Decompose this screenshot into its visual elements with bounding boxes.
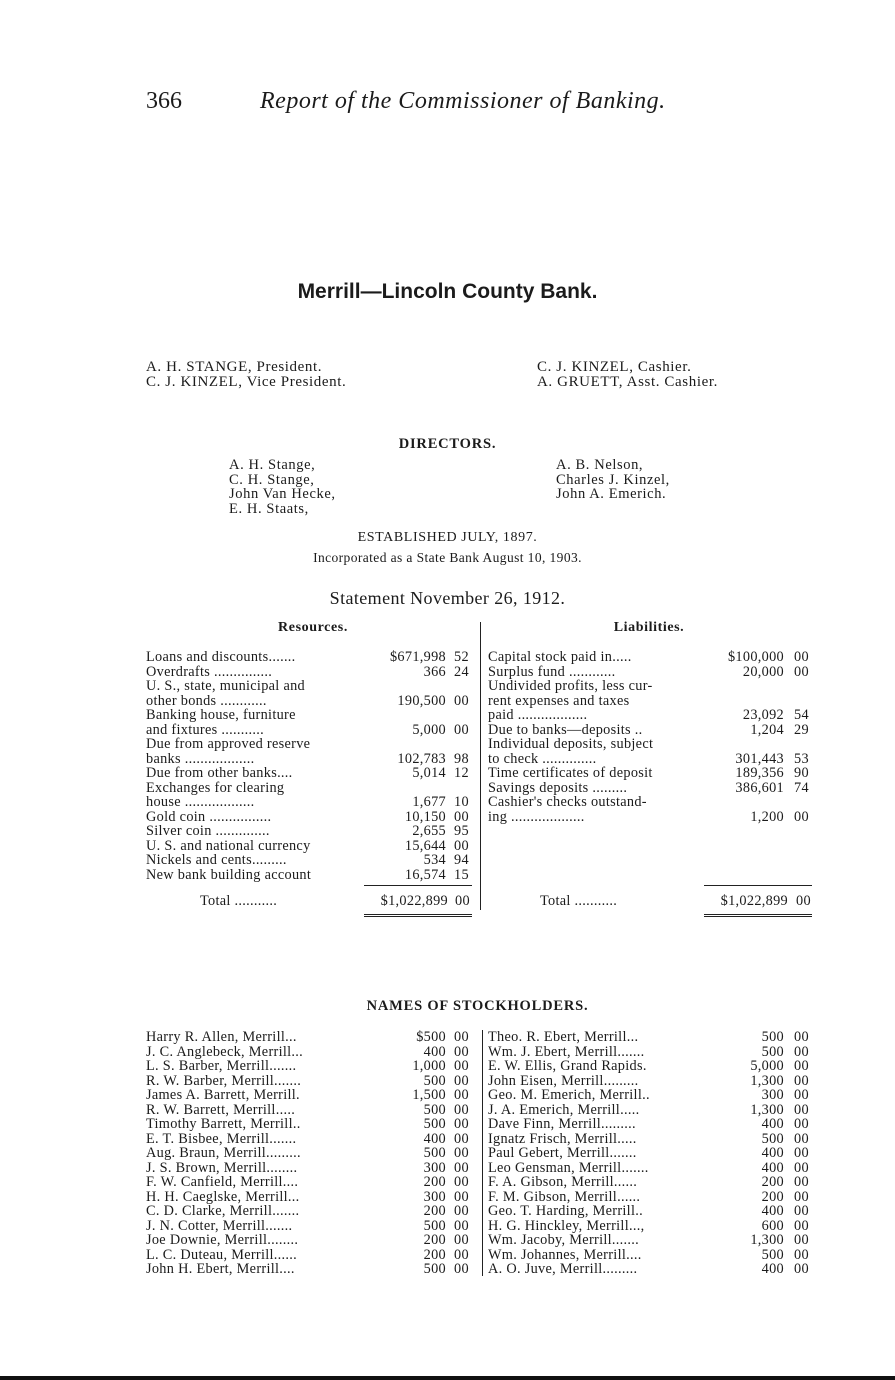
- row-dollars: 5,000: [750, 1058, 784, 1074]
- table-row: [146, 781, 476, 796]
- row-cents: 00: [454, 1174, 469, 1190]
- row-cents: 00: [454, 1145, 469, 1161]
- row-dollars: 1,200: [750, 808, 784, 825]
- table-row: [146, 665, 476, 680]
- row-dollars: 386,601: [735, 779, 784, 796]
- row-label: Individual deposits, subject: [488, 737, 654, 752]
- row-cents: 29: [794, 721, 809, 738]
- row-dollars: 1,300: [750, 1232, 784, 1248]
- row-cents: 00: [454, 1058, 469, 1074]
- row-dollars: 200: [423, 1232, 446, 1248]
- table-row: [488, 795, 814, 810]
- row-dollars: 20,000: [742, 663, 784, 680]
- resources-table: [146, 650, 476, 882]
- row-dollars: 301,443: [735, 750, 784, 767]
- table-row: [488, 752, 814, 767]
- row-dollars: 366: [423, 663, 446, 680]
- row-cents: 00: [794, 1246, 809, 1263]
- row-cents: 00: [454, 1246, 469, 1263]
- double-rule: [364, 914, 472, 917]
- table-row: [488, 781, 814, 796]
- row-dollars: 200: [423, 1174, 446, 1190]
- row-label: Joe Downie, Merrill........: [146, 1233, 299, 1248]
- row-label: Capital stock paid in.....: [488, 650, 632, 665]
- row-label: rent expenses and taxes: [488, 693, 630, 708]
- row-cents: 00: [794, 1058, 809, 1074]
- table-row: [488, 1103, 814, 1118]
- row-cents: 00: [794, 1043, 809, 1060]
- table-row: [488, 1161, 814, 1176]
- row-label: E. W. Ellis, Grand Rapids.: [488, 1059, 647, 1074]
- row-cents: 00: [454, 1043, 469, 1060]
- row-dollars: $500: [416, 1029, 446, 1045]
- row-label: Nickels and cents.........: [146, 853, 287, 868]
- row-cents: 00: [454, 1087, 469, 1103]
- row-label: R. W. Barrett, Merrill.....: [146, 1102, 296, 1117]
- table-row: [488, 810, 814, 825]
- row-cents: 00: [454, 1072, 469, 1089]
- table-row: [146, 1161, 476, 1176]
- row-dollars: 500: [761, 1130, 784, 1147]
- row-label: U. S. and national currency: [146, 838, 311, 853]
- officers-right: [537, 360, 718, 390]
- row-cents: 54: [794, 707, 809, 723]
- row-label: house ..................: [146, 795, 255, 810]
- row-cents: 15: [454, 866, 469, 883]
- table-row: [146, 1117, 476, 1132]
- bank-title: Merrill—Lincoln County Bank.: [297, 280, 598, 303]
- table-row: [146, 1074, 476, 1089]
- row-cents: 00: [794, 1145, 809, 1161]
- table-row: [488, 708, 814, 723]
- row-dollars: $671,998: [389, 649, 446, 665]
- row-label: Aug. Braun, Merrill.........: [146, 1146, 301, 1161]
- page-bottom-edge: [0, 1376, 895, 1380]
- table-row: [488, 650, 814, 665]
- row-dollars: 300: [761, 1087, 784, 1103]
- row-label: J. C. Anglebeck, Merrill...: [146, 1044, 304, 1059]
- liabilities-total-cents: 00: [796, 893, 811, 909]
- row-label: H. G. Hinckley, Merrill...,: [488, 1218, 645, 1233]
- table-row: [146, 853, 476, 868]
- row-label: J. A. Emerich, Merrill.....: [488, 1102, 640, 1117]
- row-label: Geo. M. Emerich, Merrill..: [488, 1088, 650, 1103]
- row-cents: 00: [454, 1217, 469, 1234]
- table-row: [488, 1059, 814, 1074]
- table-row: [146, 737, 476, 752]
- table-row: [146, 1088, 476, 1103]
- row-label: Silver coin ..............: [146, 824, 270, 839]
- row-dollars: 400: [423, 1043, 446, 1060]
- table-row: [146, 1030, 476, 1045]
- table-row: [488, 766, 814, 781]
- row-dollars: 400: [761, 1203, 784, 1219]
- row-label: New bank building account: [146, 867, 312, 882]
- row-dollars: 2,655: [412, 823, 446, 839]
- table-row: [146, 708, 476, 723]
- row-cents: 00: [454, 1232, 469, 1248]
- row-cents: 24: [454, 663, 469, 680]
- row-cents: 00: [794, 1203, 809, 1219]
- row-cents: 94: [454, 852, 469, 868]
- table-row: [488, 665, 814, 680]
- row-cents: 00: [794, 1101, 809, 1118]
- row-cents: 00: [794, 1261, 809, 1277]
- row-dollars: 10,150: [404, 808, 446, 825]
- row-label: F. A. Gibson, Merrill......: [488, 1175, 638, 1190]
- table-row: [488, 1132, 814, 1147]
- row-label: ing ...................: [488, 809, 585, 824]
- row-label: Dave Finn, Merrill.........: [488, 1117, 636, 1132]
- row-label: and fixtures ...........: [146, 722, 264, 737]
- row-cents: 00: [794, 1072, 809, 1089]
- row-label: R. W. Barber, Merrill.......: [146, 1073, 302, 1088]
- director-name: A. B. Nelson,: [556, 457, 644, 473]
- table-row: [146, 1190, 476, 1205]
- table-row: [146, 1204, 476, 1219]
- row-cents: 00: [794, 1130, 809, 1147]
- row-cents: 00: [794, 808, 809, 825]
- row-dollars: 1,500: [412, 1087, 446, 1103]
- director-name: A. H. Stange,: [229, 457, 316, 473]
- table-row: [146, 679, 476, 694]
- row-cents: 00: [794, 1087, 809, 1103]
- row-dollars: 600: [761, 1217, 784, 1234]
- table-row: [488, 694, 814, 709]
- row-label: Exchanges for clearing: [146, 780, 285, 795]
- officers-left: [146, 360, 346, 390]
- officer-entry: A. GRUETT, Asst. Cashier.: [537, 374, 718, 390]
- table-row: [146, 810, 476, 825]
- row-cents: 00: [794, 1188, 809, 1205]
- row-cents: 74: [794, 779, 809, 796]
- row-label: F. W. Canfield, Merrill....: [146, 1175, 299, 1190]
- row-dollars: 500: [423, 1145, 446, 1161]
- table-row: [488, 1219, 814, 1234]
- director-name: C. H. Stange,: [229, 471, 315, 488]
- established-line: ESTABLISHED JULY, 1897.: [357, 530, 538, 545]
- stockholders-divider: [482, 1030, 483, 1276]
- table-row: [488, 1045, 814, 1060]
- table-row: [488, 737, 814, 752]
- row-label: U. S., state, municipal and: [146, 679, 305, 694]
- row-dollars: 500: [423, 1116, 446, 1132]
- row-cents: 95: [454, 823, 469, 839]
- table-row: [146, 868, 476, 883]
- row-cents: 00: [794, 1232, 809, 1248]
- director-name: Charles J. Kinzel,: [556, 471, 670, 488]
- liabilities-table: [488, 650, 814, 824]
- directors-left: [229, 458, 336, 516]
- row-dollars: 500: [423, 1101, 446, 1118]
- officer-entry: C. J. KINZEL, Vice President.: [146, 374, 347, 390]
- row-cents: 00: [794, 1029, 809, 1045]
- row-label: Ignatz Frisch, Merrill.....: [488, 1131, 637, 1146]
- row-label: Time certificates of deposit: [488, 766, 653, 781]
- row-dollars: 15,644: [404, 837, 446, 854]
- row-dollars: 1,300: [750, 1101, 784, 1118]
- table-row: [488, 1175, 814, 1190]
- row-label: Wm. Jacoby, Merrill.......: [488, 1233, 639, 1248]
- row-dollars: 500: [761, 1029, 784, 1045]
- row-dollars: 200: [761, 1188, 784, 1205]
- row-dollars: 400: [761, 1159, 784, 1176]
- row-dollars: 500: [423, 1072, 446, 1089]
- statement-title: Statement November 26, 1912.: [329, 588, 566, 608]
- resources-total-dollars: $1,022,899: [380, 893, 448, 909]
- row-label: H. H. Caeglske, Merrill...: [146, 1189, 300, 1204]
- table-row: [146, 723, 476, 738]
- row-label: James A. Barrett, Merrill.: [146, 1088, 300, 1103]
- row-cents: 00: [454, 721, 469, 738]
- row-cents: 52: [454, 649, 469, 665]
- row-label: F. M. Gibson, Merrill......: [488, 1189, 641, 1204]
- row-cents: 00: [454, 1029, 469, 1045]
- row-cents: 00: [454, 1130, 469, 1147]
- row-dollars: 500: [761, 1043, 784, 1060]
- row-label: John Eisen, Merrill.........: [488, 1073, 639, 1088]
- row-cents: 00: [454, 808, 469, 825]
- table-row: [146, 650, 476, 665]
- row-dollars: 16,574: [404, 866, 446, 883]
- row-label: L. C. Duteau, Merrill......: [146, 1247, 298, 1262]
- stockholders-left: [146, 1030, 476, 1277]
- row-label: Cashier's checks outstand-: [488, 795, 647, 810]
- row-label: Due from other banks....: [146, 766, 293, 781]
- row-label: A. O. Juve, Merrill.........: [488, 1262, 638, 1277]
- table-row: [146, 839, 476, 854]
- table-row: [146, 1248, 476, 1263]
- table-row: [146, 824, 476, 839]
- row-dollars: 189,356: [735, 765, 784, 781]
- row-label: J. N. Cotter, Merrill.......: [146, 1218, 293, 1233]
- stockholders-heading: NAMES OF STOCKHOLDERS.: [366, 998, 589, 1014]
- row-cents: 00: [454, 1203, 469, 1219]
- total-rule: [704, 885, 812, 886]
- director-name: E. H. Staats,: [229, 500, 309, 517]
- table-row: [488, 1146, 814, 1161]
- row-label: E. T. Bisbee, Merrill.......: [146, 1131, 297, 1146]
- row-label: Wm. Johannes, Merrill....: [488, 1247, 642, 1262]
- officer-entry: A. H. STANGE, President.: [146, 359, 323, 375]
- row-label: L. S. Barber, Merrill.......: [146, 1059, 297, 1074]
- row-label: Geo. T. Harding, Merrill..: [488, 1204, 643, 1219]
- row-dollars: 1,677: [412, 794, 446, 810]
- table-row: [488, 723, 814, 738]
- row-label: J. S. Brown, Merrill........: [146, 1160, 298, 1175]
- row-label: Savings deposits .........: [488, 780, 628, 795]
- table-row: [146, 752, 476, 767]
- row-cents: 00: [454, 1116, 469, 1132]
- directors-right: [556, 458, 670, 502]
- table-row: [146, 1045, 476, 1060]
- row-cents: 53: [794, 750, 809, 767]
- row-cents: 00: [794, 649, 809, 665]
- total-rule: [364, 885, 472, 886]
- row-dollars: 1,000: [412, 1058, 446, 1074]
- row-dollars: 500: [423, 1217, 446, 1234]
- table-row: [488, 1190, 814, 1205]
- table-row: [146, 1219, 476, 1234]
- row-dollars: 400: [761, 1145, 784, 1161]
- row-cents: 00: [794, 1116, 809, 1132]
- table-row: [488, 1233, 814, 1248]
- table-row: [488, 1088, 814, 1103]
- row-dollars: $100,000: [727, 649, 784, 665]
- table-row: [146, 1262, 476, 1277]
- table-row: [488, 1204, 814, 1219]
- row-cents: 00: [454, 1188, 469, 1205]
- incorporated-line: Incorporated as a State Bank August 10, 1903.: [313, 550, 582, 565]
- running-title: Report of the Commissioner of Banking.: [260, 88, 666, 114]
- resources-total-label: Total ...........: [200, 893, 278, 909]
- row-label: John H. Ebert, Merrill....: [146, 1262, 295, 1277]
- table-row: [488, 1248, 814, 1263]
- table-row: [488, 1074, 814, 1089]
- column-divider: [480, 622, 481, 910]
- table-row: [146, 694, 476, 709]
- row-label: Leo Gensman, Merrill.......: [488, 1160, 649, 1175]
- table-row: [146, 1233, 476, 1248]
- row-dollars: 500: [761, 1246, 784, 1263]
- row-cents: 00: [454, 1261, 469, 1277]
- row-dollars: 534: [423, 852, 446, 868]
- row-label: Wm. J. Ebert, Merrill.......: [488, 1044, 645, 1059]
- table-row: [488, 679, 814, 694]
- row-dollars: 102,783: [397, 750, 446, 767]
- row-cents: 00: [794, 1174, 809, 1190]
- table-row: [488, 1117, 814, 1132]
- double-rule: [704, 914, 812, 917]
- directors-heading: DIRECTORS.: [398, 436, 497, 452]
- table-row: [488, 1030, 814, 1045]
- row-dollars: 400: [423, 1130, 446, 1147]
- row-label: Undivided profits, less cur-: [488, 679, 653, 694]
- row-dollars: 300: [423, 1188, 446, 1205]
- liabilities-total-dollars: $1,022,899: [720, 893, 788, 909]
- row-dollars: 200: [423, 1246, 446, 1263]
- row-dollars: 1,300: [750, 1072, 784, 1089]
- row-label: Harry R. Allen, Merrill...: [146, 1030, 297, 1045]
- table-row: [488, 1262, 814, 1277]
- row-dollars: 200: [761, 1174, 784, 1190]
- row-dollars: 190,500: [397, 692, 446, 709]
- table-row: [146, 1175, 476, 1190]
- row-dollars: 400: [761, 1116, 784, 1132]
- liabilities-heading: Liabilities.: [613, 620, 685, 635]
- row-cents: 00: [454, 837, 469, 854]
- director-name: John Van Hecke,: [229, 486, 336, 502]
- table-row: [146, 766, 476, 781]
- row-dollars: 1,204: [750, 721, 784, 738]
- resources-heading: Resources.: [278, 620, 348, 635]
- row-cents: 10: [454, 794, 469, 810]
- liabilities-total-label: Total ...........: [540, 893, 618, 909]
- table-row: [146, 1103, 476, 1118]
- officer-entry: C. J. KINZEL, Cashier.: [537, 359, 692, 375]
- row-label: Timothy Barrett, Merrill..: [146, 1117, 301, 1132]
- row-label: Paul Gebert, Merrill.......: [488, 1146, 637, 1161]
- row-cents: 00: [454, 1101, 469, 1118]
- row-dollars: 23,092: [742, 707, 784, 723]
- row-cents: 00: [454, 1159, 469, 1176]
- row-dollars: 500: [423, 1261, 446, 1277]
- row-dollars: 5,014: [412, 765, 446, 781]
- row-dollars: 400: [761, 1261, 784, 1277]
- row-label: other bonds ............: [146, 693, 267, 708]
- row-label: Surplus fund ............: [488, 664, 616, 679]
- row-label: C. D. Clarke, Merrill.......: [146, 1204, 300, 1219]
- row-label: Gold coin ................: [146, 809, 272, 824]
- table-row: [146, 1059, 476, 1074]
- row-label: banks ..................: [146, 751, 255, 766]
- row-dollars: 300: [423, 1159, 446, 1176]
- director-name: John A. Emerich.: [556, 486, 667, 502]
- resources-total-cents: 00: [455, 893, 470, 909]
- table-row: [146, 1132, 476, 1147]
- row-label: to check ..............: [488, 751, 597, 766]
- row-cents: 00: [794, 1159, 809, 1176]
- row-dollars: 5,000: [412, 721, 446, 738]
- row-label: paid ..................: [488, 708, 588, 723]
- row-cents: 90: [794, 765, 809, 781]
- row-label: Overdrafts ...............: [146, 664, 273, 679]
- stockholders-right: [488, 1030, 814, 1277]
- row-cents: 00: [794, 1217, 809, 1234]
- row-dollars: 200: [423, 1203, 446, 1219]
- row-label: Theo. R. Ebert, Merrill...: [488, 1030, 639, 1045]
- table-row: [146, 795, 476, 810]
- row-cents: 00: [794, 663, 809, 680]
- row-cents: 98: [454, 750, 469, 767]
- page-number: 366: [146, 88, 182, 114]
- row-label: Loans and discounts.......: [146, 650, 296, 665]
- row-label: Due from approved reserve: [146, 737, 311, 752]
- row-label: Due to banks—deposits ..: [488, 722, 643, 737]
- row-cents: 12: [454, 765, 469, 781]
- table-row: [146, 1146, 476, 1161]
- row-label: Banking house, furniture: [146, 708, 296, 723]
- row-cents: 00: [454, 692, 469, 709]
